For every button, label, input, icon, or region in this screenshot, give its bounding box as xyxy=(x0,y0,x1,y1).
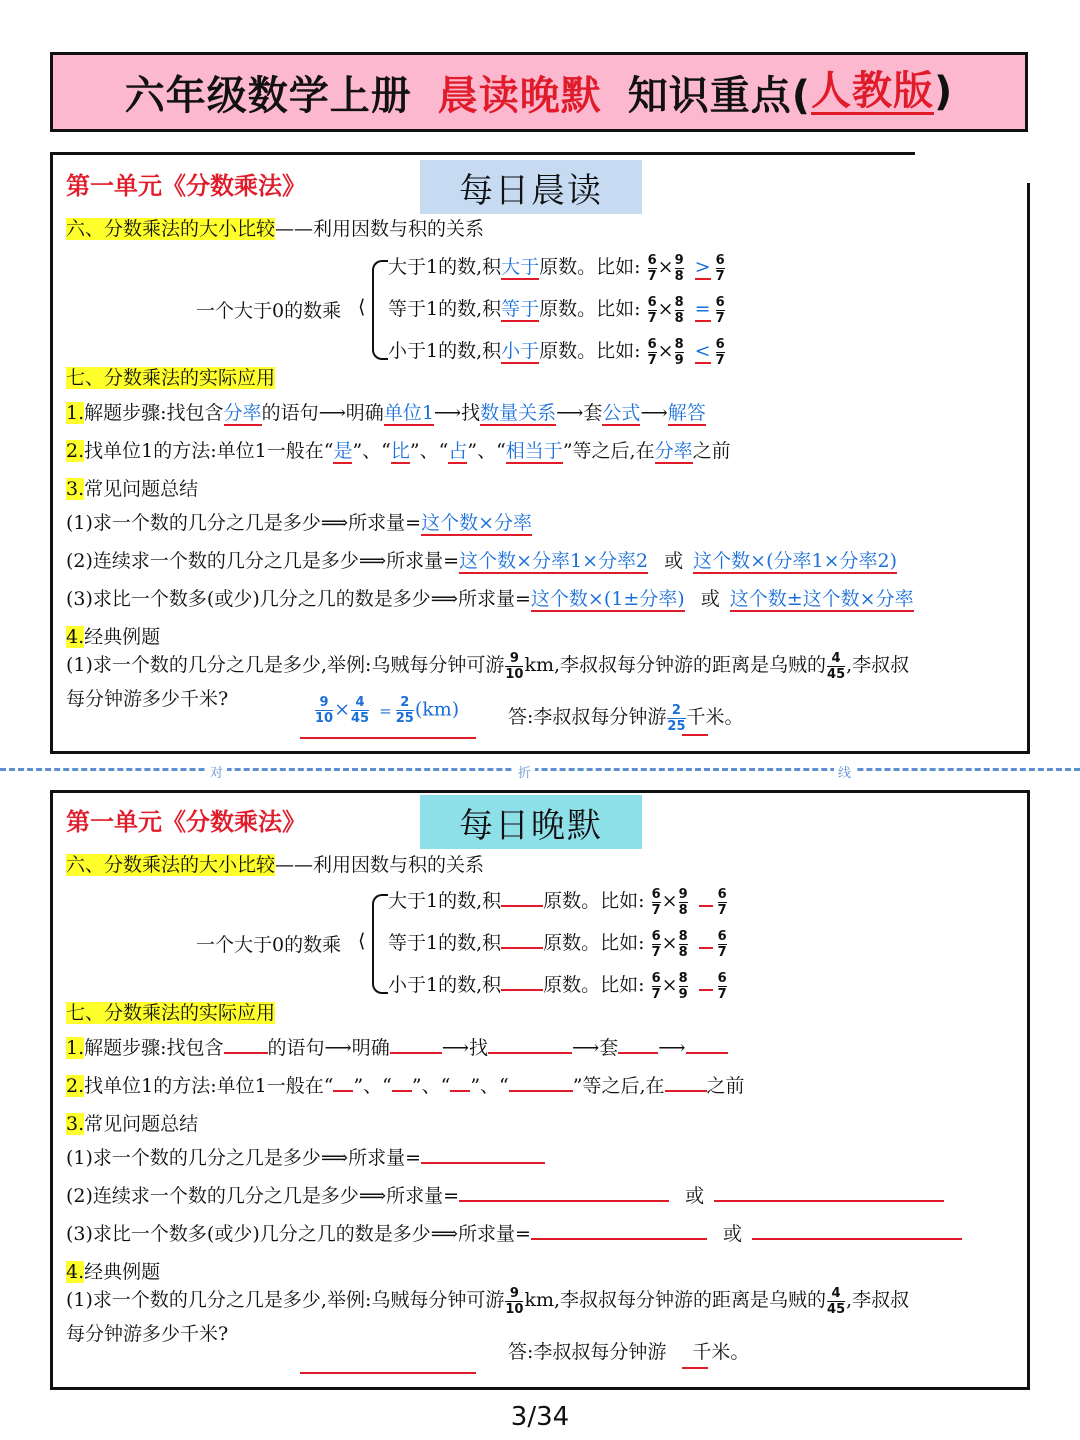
brace xyxy=(372,260,388,360)
solution: $\frac{9}{10}$ × $\frac{4}{45}$ = $\frac{2}{25}$ (km) xyxy=(315,695,460,726)
example-line-1-2: (1)求一个数的几分之几是多少,举例:乌贼每分钟可游 $\frac{9}{10}$ km,李叔叔每分钟游的距离是乌贼的 $\frac{4}{45}$ ,李叔叔 xyxy=(66,1285,910,1317)
question-3-blank: (3)求比一个数多(或少)几分之几的数是多少⟹所求量= 或 xyxy=(66,1219,962,1246)
fold-label-1: 对 xyxy=(206,762,227,781)
unit-title: 第一单元《分数乘法》 xyxy=(66,171,306,200)
step3-2: 3.常见问题总结 xyxy=(66,1113,199,1135)
step3: 3.常见问题总结 xyxy=(66,478,199,500)
answer-blank-line xyxy=(682,734,708,736)
title-edition: 人教版 xyxy=(811,67,934,114)
answer: 答:李叔叔每分钟游 $\frac{2}{25}$ 千米。 xyxy=(508,702,744,734)
question-3: (3)求比一个数多(或少)几分之几的数是多少⟹所求量=这个数×(1±分率) 或 这个数±这个数×分率 xyxy=(66,588,914,610)
panel-top-border xyxy=(50,152,915,155)
question-2-blank: (2)连续求一个数的几分之几是多少⟹所求量= 或 xyxy=(66,1181,944,1208)
section7-heading: 七、分数乘法的实际应用 xyxy=(66,367,276,389)
compare-row-1: 大于1的数,积大于原数。比如: $\frac{6}{7}$ × $\frac{9}{8}$ > $\frac{6}{7}$ xyxy=(388,252,725,284)
title-text: 六年级数学上册 xyxy=(124,72,412,119)
blank-row-3: 小于1的数,积 原数。比如: $\frac{6}{7}$ × $\frac{8}{9}$ $\frac{6}{7}$ xyxy=(388,970,727,1002)
brace-tip: ⟨ xyxy=(358,296,366,318)
solution-blank xyxy=(300,1372,476,1374)
question-1-blank: (1)求一个数的几分之几是多少⟹所求量= xyxy=(66,1143,545,1170)
blank-row-1: 大于1的数,积 原数。比如: $\frac{6}{7}$ × $\frac{9}{8}$ $\frac{6}{7}$ xyxy=(388,886,727,918)
step2: 2.找单位1的方法:单位1一般在“是”、“比”、“占”、“相当于”等之后,在分率之前 xyxy=(66,440,731,462)
section6-heading-2: 六、分数乘法的大小比较——利用因数与积的关系 xyxy=(66,854,485,876)
morning-tab: 每日晨读 xyxy=(420,160,642,214)
fold-label-2: 折 xyxy=(514,762,535,781)
unit-title-2: 第一单元《分数乘法》 xyxy=(66,807,306,836)
title-text-2: 知识重点( xyxy=(627,72,811,119)
compare-row-3: 小于1的数,积小于原数。比如: $\frac{6}{7}$ × $\frac{8}{9}$ < $\frac{6}{7}$ xyxy=(388,336,725,368)
step1-blank: 1.解题步骤:找包含 的语句⟶明确 ⟶找 ⟶套 ⟶ xyxy=(66,1033,728,1060)
section6-heading: 六、分数乘法的大小比较——利用因数与积的关系 xyxy=(66,218,485,240)
example-line-2: 每分钟游多少千米? xyxy=(66,688,229,710)
example-line-1: (1)求一个数的几分之几是多少,举例:乌贼每分钟可游 $\frac{9}{10}$ km,李叔叔每分钟游的距离是乌贼的 $\frac{4}{45}$ ,李叔叔 xyxy=(66,650,910,682)
step1: 1.解题步骤:找包含分率的语句⟶明确单位1⟶找数量关系⟶套公式⟶解答 xyxy=(66,402,706,424)
blank-row-2: 等于1的数,积 原数。比如: $\frac{6}{7}$ × $\frac{8}{8}$ $\frac{6}{7}$ xyxy=(388,928,727,960)
step2-blank: 2.找单位1的方法:单位1一般在“ ”、“ ”、“ ”、“ ”等之后,在 之前 xyxy=(66,1071,745,1098)
evening-tab: 每日晚默 xyxy=(420,795,642,849)
panel-right-border xyxy=(1027,183,1030,754)
answer-blank-2 xyxy=(682,1367,708,1369)
title-highlight: 晨读晚默 xyxy=(437,72,602,119)
answer-2: 答:李叔叔每分钟游 千米。 xyxy=(508,1341,750,1363)
title-paren: ) xyxy=(934,69,954,115)
step4-2: 4.经典例题 xyxy=(66,1261,161,1283)
fold-label-3: 线 xyxy=(834,762,855,781)
page-number: 3/34 xyxy=(510,1402,570,1432)
question-1: (1)求一个数的几分之几是多少⟹所求量=这个数×分率 xyxy=(66,512,532,534)
bracket-lead-2: 一个大于0的数乘 xyxy=(196,934,342,956)
question-2: (2)连续求一个数的几分之几是多少⟹所求量=这个数×分率1×分率2 或 这个数×(分率1×分率2) xyxy=(66,550,898,572)
brace-2 xyxy=(372,894,388,994)
page-title xyxy=(50,52,1028,132)
section7-heading-2: 七、分数乘法的实际应用 xyxy=(66,1002,276,1024)
step4: 4.经典例题 xyxy=(66,626,161,648)
fold-line xyxy=(0,768,1080,771)
brace-tip-2: ⟨ xyxy=(358,930,366,952)
bracket-lead: 一个大于0的数乘 xyxy=(196,300,342,322)
compare-row-2: 等于1的数,积等于原数。比如: $\frac{6}{7}$ × $\frac{8}{8}$ = $\frac{6}{7}$ xyxy=(388,294,725,326)
example-line-2-2: 每分钟游多少千米? xyxy=(66,1323,229,1345)
answer-line xyxy=(300,737,476,739)
